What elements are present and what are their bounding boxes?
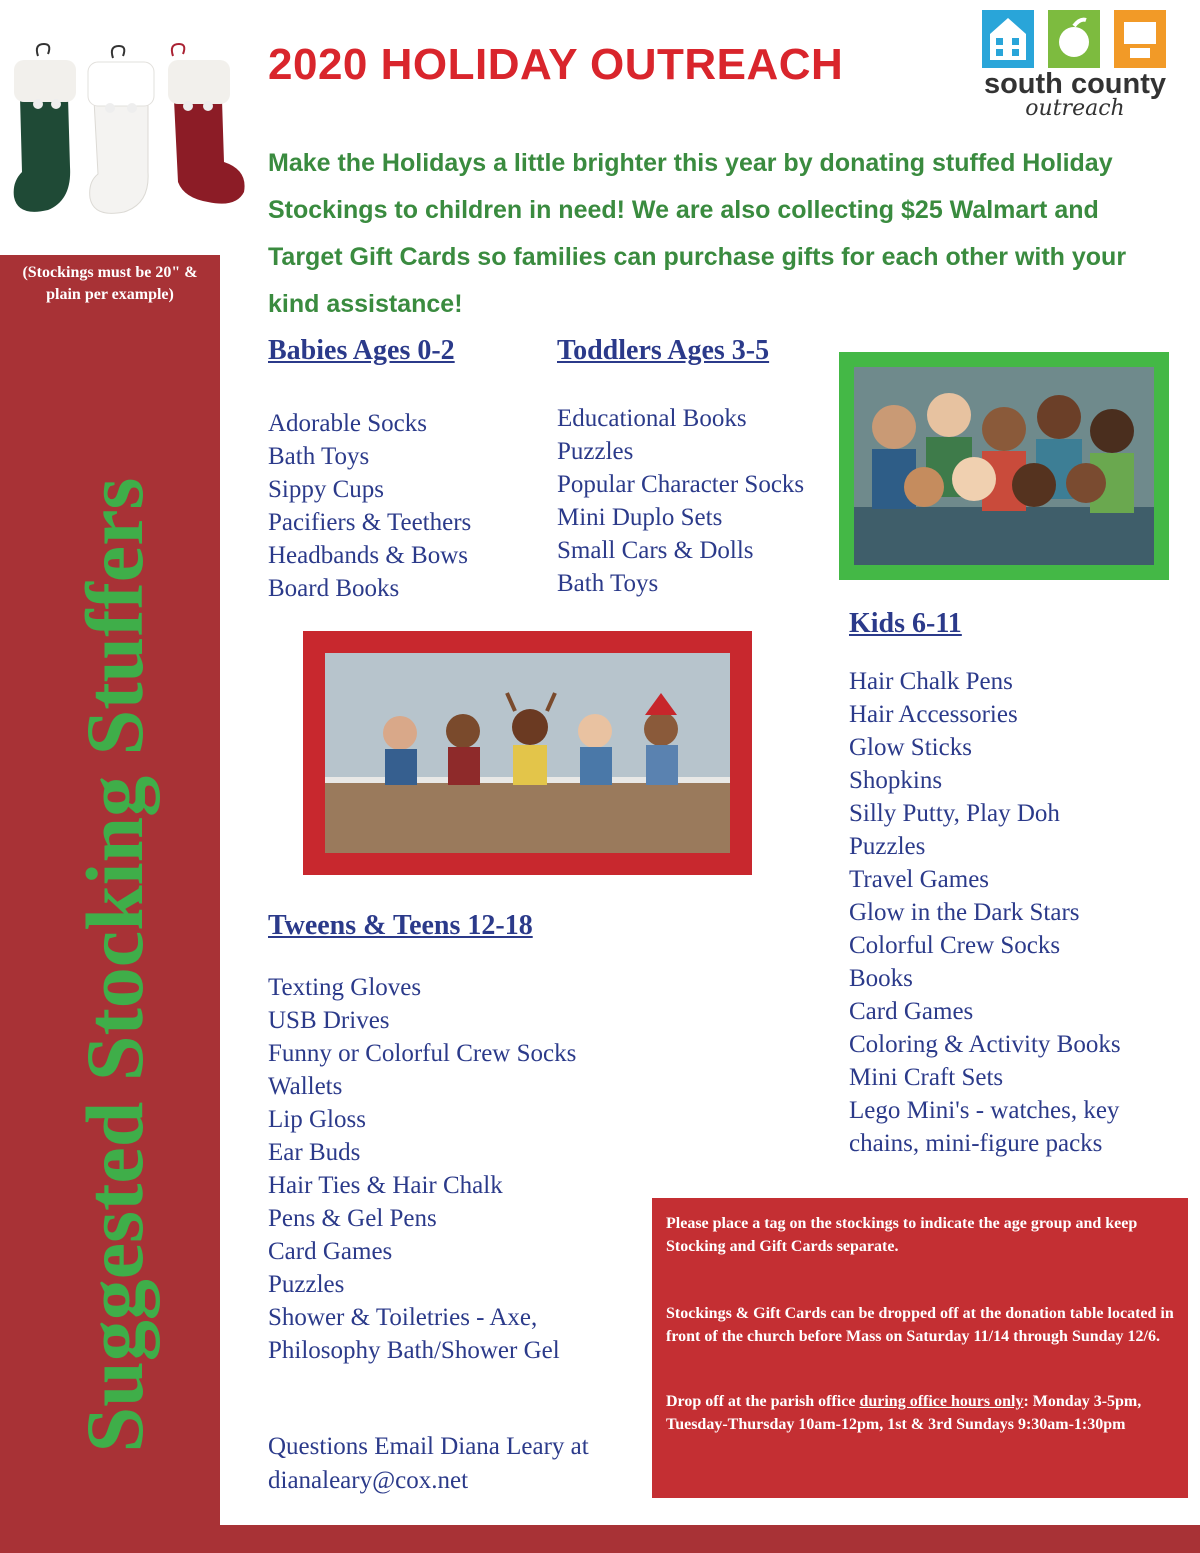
office-hours-times: : Monday 3-5pm, Tuesday-Thursday 10am-12pm, 1st & 3rd Sundays 9:30am-1:30pm [666,1393,1142,1433]
list-item: Card Games [849,998,974,1025]
list-item: Mini Duplo Sets [557,504,723,531]
list-item: Lego Mini's - watches, key chains, mini-figure packs [849,1097,1120,1157]
babies-row-photo-image [325,653,730,853]
kids-list [849,665,1179,1160]
kids-heading: Kids 6-11 [849,608,962,639]
list-item: Glow Sticks [849,734,972,761]
list-item: Headbands & Bows [268,542,468,569]
list-item: Shopkins [849,767,943,794]
list-item: Popular Character Socks [557,471,805,498]
list-item: Card Games [268,1238,393,1265]
teens-heading: Tweens & Teens 12-18 [268,910,533,941]
babies-row-photo [303,631,752,875]
office-hours-emphasis: during office hours only [859,1393,1024,1410]
list-item: Hair Ties & Hair Chalk [268,1172,503,1199]
list-item: Hair Accessories [849,701,1018,728]
page-title: 2020 HOLIDAY OUTREACH [268,40,844,89]
babies-heading: Babies Ages 0-2 [268,335,455,366]
toddlers-list [557,402,804,600]
list-item: Bath Toys [557,570,659,597]
list-item: Funny or Colorful Crew Socks [268,1040,577,1067]
kids-group-photo [839,352,1169,580]
contact-line: Questions Email Diana Leary at [268,1433,589,1460]
babies-list [268,407,471,605]
logo-name: south county [983,68,1167,100]
list-item: Mini Craft Sets [849,1064,1004,1091]
list-item: Puzzles [849,833,926,860]
toddlers-heading: Toddlers Ages 3-5 [557,335,770,366]
office-hours-prefix: Drop off at the parish office [666,1393,860,1410]
logo-subtitle: outreach [1025,96,1125,121]
drop-off-schedule: Stockings & Gift Cards can be dropped off at the donation table located in front of the church before Mass on Saturday 11/14 through Sunday 12/6. [666,1305,1174,1345]
list-item: Sippy Cups [268,476,385,503]
list-item: Ear Buds [268,1139,361,1166]
list-item: Educational Books [557,405,747,432]
bottom-band [0,1525,1200,1553]
list-item: Bath Toys [268,443,370,470]
list-item: USB Drives [268,1007,390,1034]
intro-text: Make the Holidays a little brighter this year by donating stuffed Holiday Stockings to children in need! We are also collecting $25 Walmart and Target Gift Cards so families can purchase gifts for each other with your kind assistance! [268,149,1127,318]
contact-info [268,1430,648,1498]
list-item: Coloring & Activity Books [849,1031,1121,1058]
list-item: Small Cars & Dolls [557,537,754,564]
list-item: Lip Gloss [268,1106,366,1133]
list-item: Puzzles [268,1271,345,1298]
contact-email[interactable]: dianaleary@cox.net [268,1467,469,1494]
list-item: Travel Games [849,866,990,893]
vertical-title: Suggested Stocking Stuffers [69,477,160,1453]
list-item: Pacifiers & Teethers [268,509,472,536]
drop-off-info-box [652,1198,1188,1498]
list-item: Adorable Socks [268,410,427,437]
list-item: Board Books [268,575,400,602]
tag-instructions: Please place a tag on the stockings to indicate the age group and keep Stocking and Gift Cards separate. [666,1215,1138,1255]
list-item: Shower & Toiletries - Axe, Philosophy Bath/Shower Gel [268,1304,560,1364]
list-item: Silly Putty, Play Doh [849,800,1060,827]
list-item: Puzzles [557,438,634,465]
kids-group-photo-image [854,367,1154,565]
list-item: Pens & Gel Pens [268,1205,437,1232]
stockings-image [8,42,248,217]
stocking-size-note: (Stockings must be 20" & plain per example) [22,264,198,303]
list-item: Books [849,965,913,992]
list-item: Wallets [268,1073,343,1100]
list-item: Colorful Crew Socks [849,932,1061,959]
list-item: Texting Gloves [268,974,422,1001]
list-item: Hair Chalk Pens [849,668,1013,695]
list-item: Glow in the Dark Stars [849,899,1080,926]
teens-list [268,971,628,1367]
parish-office-hours [666,1390,1174,1436]
